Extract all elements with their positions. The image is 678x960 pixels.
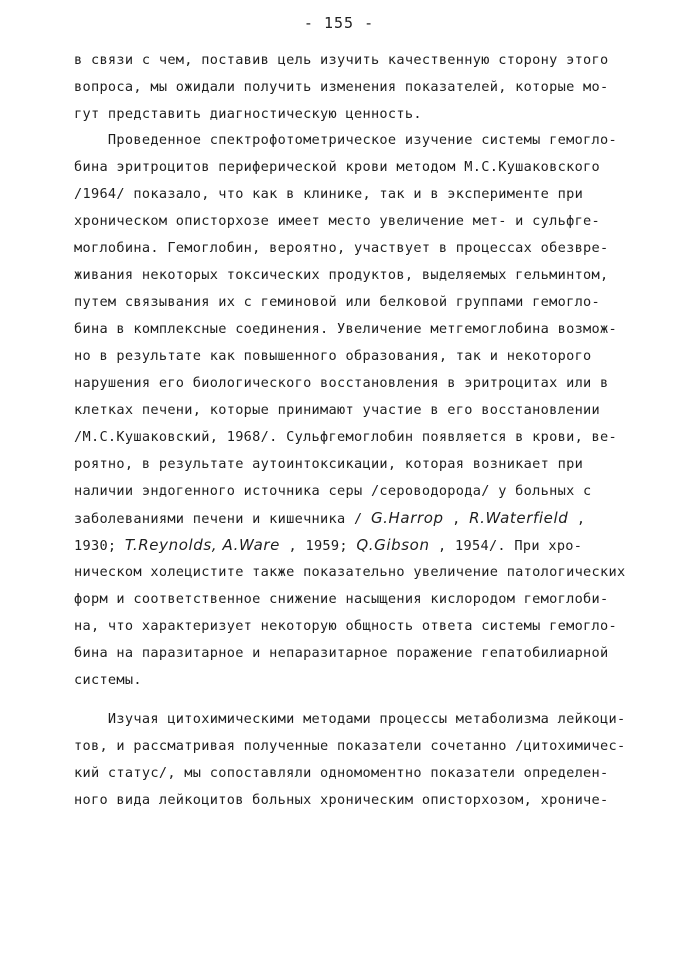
text-line: /1964/ показало, что как в клинике, так и в эксперименте при — [74, 186, 584, 202]
text-line: Изучая цитохимическими методами процессы метаболизма лейкоци- — [74, 711, 626, 727]
text-line: тов, и рассматривая полученные показатели сочетанно /цитохимичес- — [74, 738, 626, 754]
text-line: бина на паразитарное и непаразитарное поражение гепатобилиарной — [74, 645, 609, 661]
text-segment: , — [443, 511, 470, 527]
text-line: системы. — [74, 672, 142, 688]
text-line: вопроса, мы ожидали получить изменения показателей, которые мо- — [74, 79, 609, 95]
text-line: ного вида лейкоцитов больных хроническим описторхозом, хрониче- — [74, 792, 609, 808]
text-line: ническом холецистите также показательно увеличение патологических — [74, 564, 626, 580]
text-segment: заболеваниями печени и кишечника / — [74, 511, 371, 527]
text-line: на, что характеризует некоторую общность ответа системы гемогло- — [74, 618, 617, 634]
text-segment: , — [568, 511, 586, 527]
handwritten-author: T.Reynolds, A.Ware — [124, 536, 281, 554]
text-line: бина в комплексные соединения. Увеличение метгемоглобина возмож- — [74, 321, 617, 337]
citation-line — [74, 505, 585, 533]
text-line: моглобина. Гемоглобин, вероятно, участвует в процессах обезвре- — [74, 240, 609, 256]
text-line: гут представить диагностическую ценность. — [74, 106, 422, 122]
text-line: роятно, в результате аутоинтоксикации, которая возникает при — [74, 456, 584, 472]
text-line: бина эритроцитов периферической крови методом М.С.Кушаковского — [74, 159, 601, 175]
text-line: Проведенное спектрофотометрическое изучение системы гемогло- — [74, 132, 617, 148]
text-line: клетках печени, которые принимают участие в его восстановлении — [74, 402, 601, 418]
text-line: наличии эндогенного источника серы /сероводорода/ у больных с — [74, 483, 592, 499]
text-line: /М.С.Кушаковский, 1968/. Сульфгемоглобин появляется в крови, ве- — [74, 429, 617, 445]
text-line: живания некоторых токсических продуктов, выделяемых гельминтом, — [74, 267, 609, 283]
text-line: хроническом описторхозе имеет место увеличение мет- и сульфге- — [74, 213, 601, 229]
handwritten-author: R.Waterfield — [469, 509, 569, 527]
text-line: кий статус/, мы сопоставляли одномоментно показатели определен- — [74, 765, 609, 781]
text-line: путем связывания их с геминовой или белковой группами гемогло- — [74, 294, 601, 310]
text-segment: , 1954/. При хро- — [429, 538, 583, 554]
text-line: но в результате как повышенного образования, так и некоторого — [74, 348, 592, 364]
text-segment: , 1959; — [280, 538, 357, 554]
citation-line — [74, 532, 582, 560]
text-line: в связи с чем, поставив цель изучить качественную сторону этого — [74, 52, 609, 68]
text-line: нарушения его биологического восстановления в эритроцитах или в — [74, 375, 609, 391]
text-line: форм и соответственное снижение насыщения кислородом гемоглоби- — [74, 591, 609, 607]
handwritten-author: G.Harrop — [370, 509, 444, 527]
text-segment: 1930; — [74, 538, 125, 554]
page-number: - 155 - — [303, 14, 375, 32]
handwritten-author: Q.Gibson — [356, 536, 430, 554]
